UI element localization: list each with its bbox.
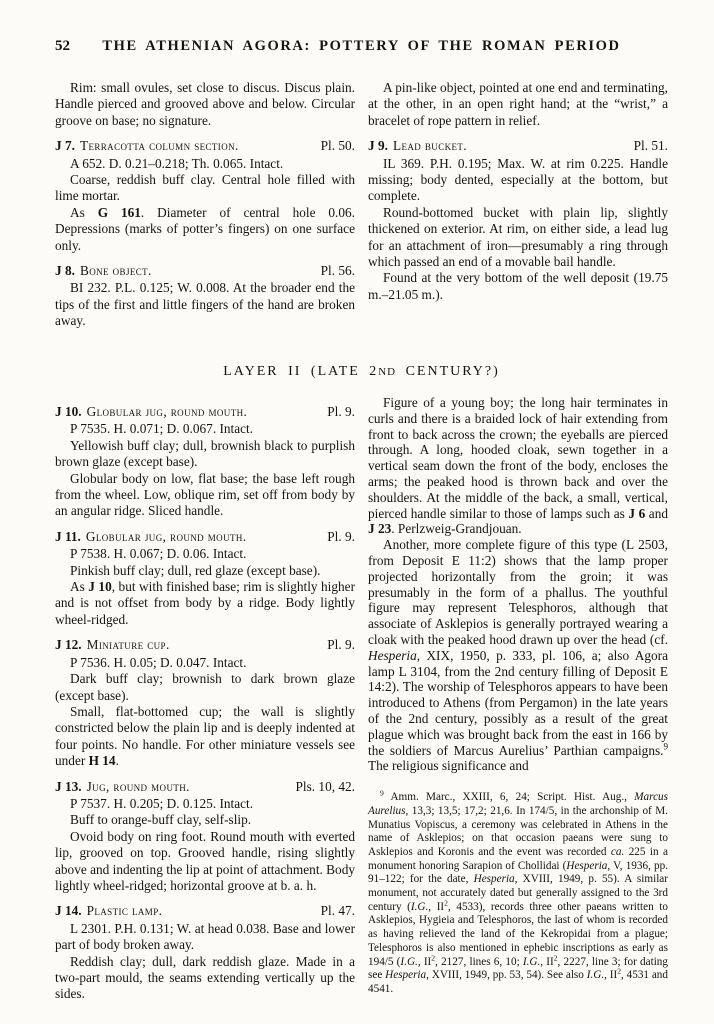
discussion-paragraph: Figure of a young boy; the long hair terminates in curls and there is a braided lock of hair extending from front to back across the crown; the eyeballs are pierced through. A long, hooded cloak, sewn together in a vertical seam down the front of the body, encloses the arms; the peaked hood is thrown back and over the shoulders. At the middle of the back, a small, vertical, pierced handle similar to those of lamps such as J 6 and J 23. Perlzweig-Grandjouan. bbox=[368, 395, 668, 537]
discussion-paragraph: Another, more complete figure of this type (L 2503, from Deposit E 11:2) shows that the lamp proper projected horizontally from the groin; it was presumably in the form of a phallus. The youthful figure may represent Telesphoros, although that associate of Asklepios is generally portrayed wearing a cloak with the peaked hood drawn up over the head (cf. Hesperia, XIX, 1950, p. 333, pl. 106, a; also Agora lamp L 3104, from the 2nd century filling of Deposit E 14:2). The worship of Telesphoros appears to have been introduced to Athens (from Pergamon) in the late years of the 2nd century, possibly as a result of the great plague which was brought back from the east in 166 by the soldiers of Marcus Aurelius’ Parthian campaigns.$^9$ The religious significance and bbox=[368, 537, 668, 774]
running-head bbox=[55, 38, 668, 58]
entry-title: Plastic lamp. bbox=[86, 903, 163, 919]
catalog-entry bbox=[55, 779, 355, 895]
entry-paragraph: Small, flat-bottomed cup; the wall is slightly constricted below the plain lip and is deeply indented at four points. No handle. For other miniature vessels see under H 14. bbox=[55, 703, 355, 769]
intro-paragraph: Rim: small ovules, set close to discus. Discus plain. Handle pierced and grooved above and below. Circular groove on base; no signature. bbox=[55, 80, 355, 128]
entry-paragraph: P 7535. H. 0.071; D. 0.067. Intact. bbox=[70, 421, 254, 437]
entry-title: Jug, round mouth. bbox=[86, 778, 190, 794]
entry-title: Terracotta column section. bbox=[79, 138, 239, 154]
page-number: 52 bbox=[55, 38, 70, 54]
entry-number: J 14. bbox=[55, 903, 82, 919]
entry-plate-ref: Pl. 51. bbox=[633, 138, 668, 154]
entry-plate-ref: Pl. 56. bbox=[320, 263, 355, 279]
entry-paragraph: Buff to orange-buff clay, self-slip. bbox=[70, 812, 252, 828]
catalog-entry bbox=[55, 637, 355, 769]
entry-title: Miniature cup. bbox=[86, 637, 170, 653]
catalog-entry bbox=[55, 903, 355, 1002]
entry-plate-ref: Pl. 9. bbox=[327, 637, 355, 653]
entry-title: Bone object. bbox=[79, 263, 152, 279]
catalog-entry bbox=[368, 138, 668, 303]
book-title: THE ATHENIAN AGORA: POTTERY OF THE ROMAN PERIOD bbox=[102, 38, 621, 54]
left-column-bottom bbox=[55, 395, 355, 1008]
catalog-entry-heading bbox=[55, 138, 355, 154]
catalog-entry-heading bbox=[55, 263, 355, 279]
entry-paragraph: IL 369. P.H. 0.195; Max. W. at rim 0.225. Handle missing; body dented, especially at the bottom, but complete. bbox=[368, 155, 668, 204]
intro-paragraph: A pin-like object, pointed at one end and terminating, at the other, in an open right hand; at the “wrist,” a bracelet of rope pattern in relief. bbox=[368, 80, 668, 128]
entry-paragraph: Dark buff clay; brownish to dark brown glaze (except base). bbox=[55, 671, 355, 703]
columns-bottom bbox=[55, 395, 668, 1008]
catalog-entry-heading bbox=[55, 529, 355, 545]
entry-paragraph: Coarse, reddish buff clay. Central hole filled with lime mortar. bbox=[55, 172, 355, 204]
entry-number: J 12. bbox=[55, 637, 82, 653]
entry-title: Lead bucket. bbox=[392, 138, 468, 154]
entry-number: J 7. bbox=[55, 138, 75, 154]
entry-paragraph: Reddish clay; dull, dark reddish glaze. Made in a two-part mould, the seams extending vertically up the sides. bbox=[55, 953, 355, 1002]
entry-paragraph: As G 161. Diameter of central hole 0.06. Depressions (marks of potter’s fingers) on one surface only. bbox=[55, 204, 355, 253]
entry-paragraph: P 7538. H. 0.067; D. 0.06. Intact. bbox=[70, 546, 247, 562]
right-column-bottom bbox=[368, 395, 668, 1008]
catalog-entry-heading bbox=[55, 779, 355, 795]
entry-paragraph: Ovoid body on ring foot. Round mouth with everted lip, grooved on top. Grooved handle, rising slightly above and indenting the lip at point of attachment. Body lightly wheel-ridged; horizontal groove at b. a. h. bbox=[55, 828, 355, 893]
footnote: $^9$ Amm. Marc., XXIII, 6, 24; Script. Hist. Aug., Marcus Aurelius, 13,3; 13,5; 17,2; 21,6. In 174/5, in the archonship of M. Munatius Vopiscus, a ceremony was celebrated in Athens in the name of Asklepios; on that occasion paeans were sung to Asklepios and Koronis and the event was recorded ca. 225 in a monument honoring Sarapion of Chollidai (Hesperia, V, 1936, pp. 91–122; for the date, Hesperia, XVIII, 1949, p. 55). A similar monument, not accurately dated but generally assigned to the 3rd century (I.G., $II^2$, 4533), records three other paeans written to Asklepios, Hygieia and Telesphoros, the last of whom is recorded as having relieved the land of the Kekropidai from a plague; Telesphoros is also mentioned in ephebic inscriptions as early as 194/5 (I.G., $II^2$, 2127, lines 6, 10; I.G., $II^2$, 2227, line 3; for dating see Hesperia, XVIII, 1949, pp. 53, 54). See also I.G., $II^2$, 4531 and 4541. bbox=[368, 788, 669, 995]
entry-paragraph: Found at the very bottom of the well deposit (19.75 m.–21.05 m.). bbox=[368, 270, 668, 302]
entry-paragraph: BI 232. P.L. 0.125; W. 0.008. At the broader end the tips of the first and little fingers of the hand are broken away. bbox=[55, 280, 355, 329]
entry-number: J 10. bbox=[55, 404, 82, 419]
catalog-entry-heading bbox=[55, 903, 355, 919]
entry-paragraph: A 652. D. 0.21–0.218; Th. 0.065. Intact. bbox=[70, 155, 284, 171]
entry-plate-ref: Pls. 10, 42. bbox=[295, 778, 355, 794]
entry-paragraph: Pinkish buff clay; dull, red glaze (except base). bbox=[70, 562, 321, 578]
catalog-entry bbox=[55, 263, 355, 330]
entry-plate-ref: Pl. 50. bbox=[320, 138, 355, 154]
catalog-entry bbox=[55, 529, 355, 628]
entry-plate-ref: Pl. 9. bbox=[327, 528, 355, 544]
entry-paragraph: Globular body on low, flat base; the base left rough from the wheel. Low, oblique rim, set off from body by an angular ridge. Sliced handle. bbox=[55, 470, 355, 519]
entry-paragraph: P 7537. H. 0.205; D. 0.125. Intact. bbox=[70, 795, 254, 811]
catalog-entry-heading bbox=[368, 138, 668, 154]
entry-number: J 13. bbox=[55, 778, 82, 794]
entry-paragraph: Yellowish buff clay; dull, brownish black to purplish brown glaze (except base). bbox=[55, 437, 355, 470]
section-heading: LAYER II (LATE 2ND CENTURY?) bbox=[223, 364, 500, 379]
entry-number: J 9. bbox=[368, 138, 388, 154]
entry-number: J 8. bbox=[55, 263, 75, 279]
entry-paragraph: As J 10, but with finished base; rim is slightly higher and is not offset from body by a ridge. Body lightly wheel-ridged. bbox=[55, 579, 355, 627]
entry-plate-ref: Pl. 47. bbox=[320, 903, 355, 919]
catalog-entry bbox=[55, 404, 355, 520]
entry-plate-ref: Pl. 9. bbox=[327, 404, 355, 419]
entry-paragraph: P 7536. H. 0.05; D. 0.047. Intact. bbox=[70, 654, 247, 670]
catalog-entry bbox=[55, 138, 355, 254]
catalog-entry-heading bbox=[55, 404, 355, 420]
entry-number: J 11. bbox=[55, 528, 81, 544]
entry-paragraph: L 2301. P.H. 0.131; W. at head 0.038. Base and lower part of body broken away. bbox=[55, 920, 355, 953]
catalog-entry-heading bbox=[55, 637, 355, 653]
right-column-top bbox=[368, 80, 668, 338]
entry-title: Globular jug, round mouth. bbox=[85, 528, 247, 544]
entry-title: Globular jug, round mouth. bbox=[86, 404, 248, 419]
left-column-top bbox=[55, 80, 355, 338]
entry-paragraph: Round-bottomed bucket with plain lip, slightly thickened on exterior. At rim, on either side, a lead lug for an attachment of iron—presumably a ring through which passed an end of a movable bail handle. bbox=[368, 204, 668, 270]
columns-top bbox=[55, 80, 668, 338]
